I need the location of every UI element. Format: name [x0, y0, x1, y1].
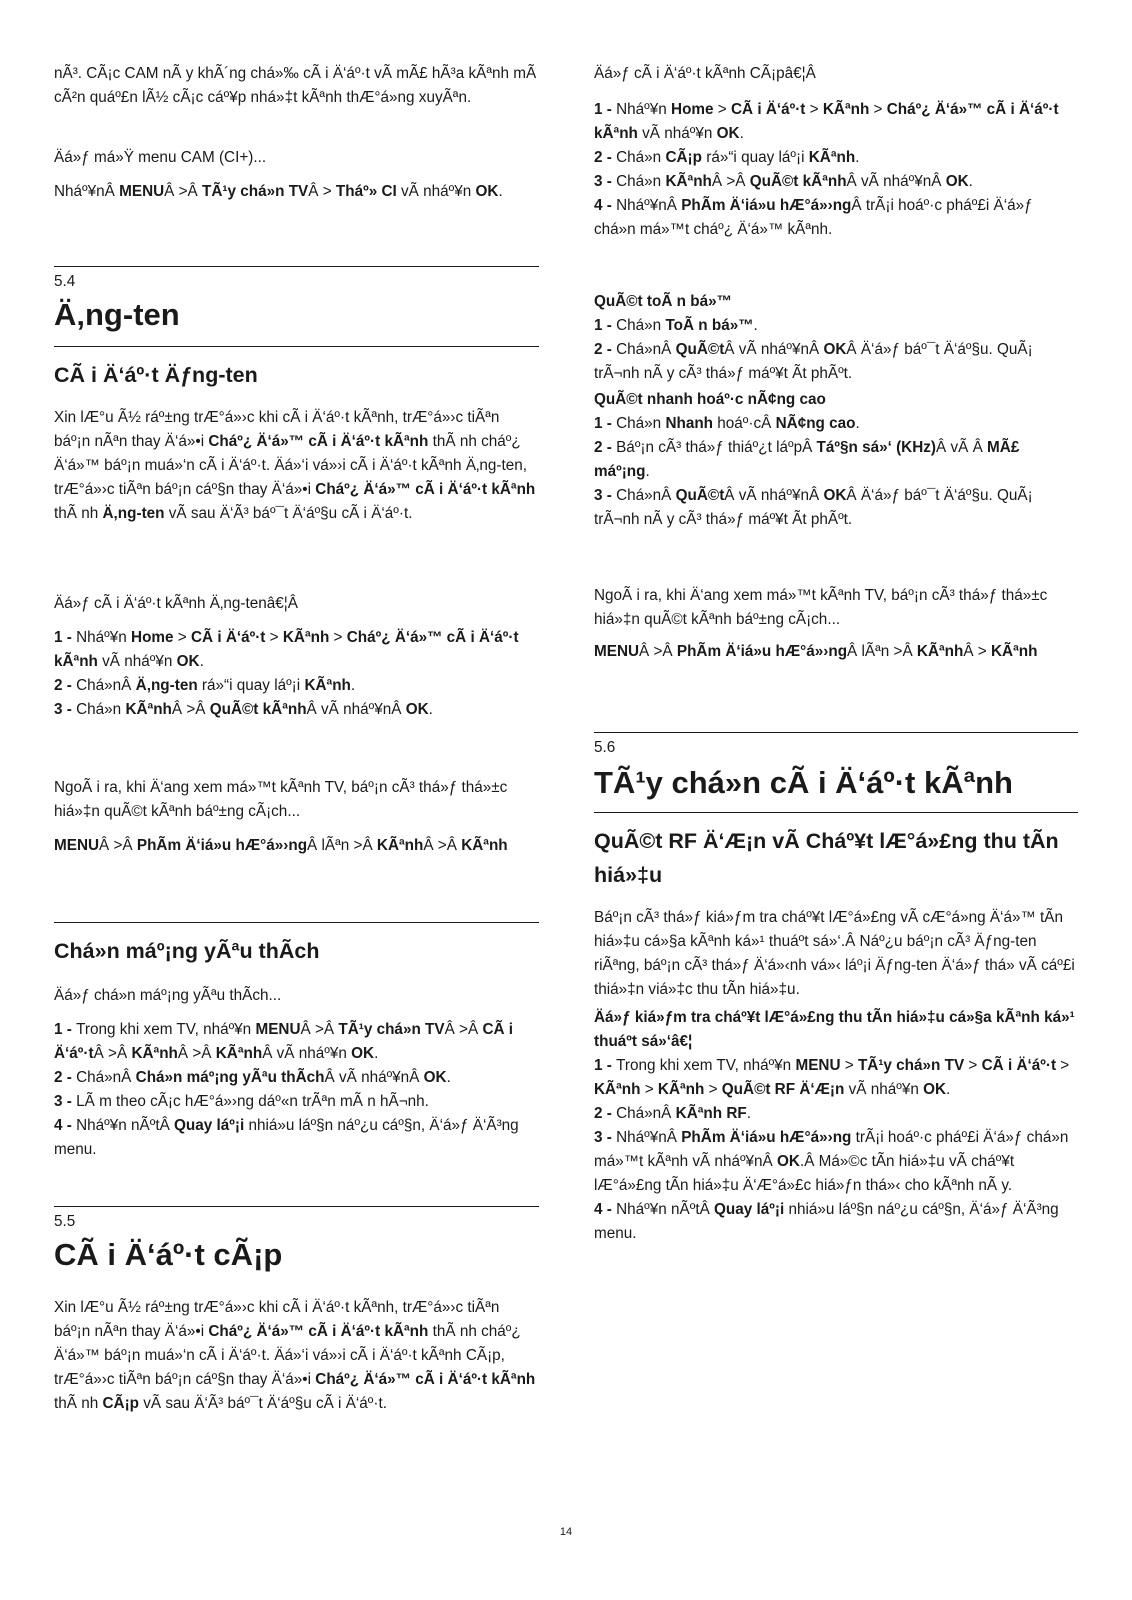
- cam-intro-text: nÃ³. CÃ¡c CAM nÃ y khÃ´ng chá»‰ cÃ i Ä‘áº·t vÃ mÃ£ hÃ³a kÃªnh mÃ cÃ²n quáº£n lÃ½ cÃ¡c cáº¥p nhá»‡t kÃªnh thÆ°á»ng xuyÃªn.: [54, 65, 537, 106]
- cable-steps: [594, 98, 1078, 242]
- list-item: 1 - Nháº¥n Home > CÃ i Ä‘áº·t > KÃªnh > Cháº¿ Ä‘á»™ cÃ i Ä‘áº·t kÃªnh vÃ nháº¥n OK.: [594, 101, 1059, 142]
- section-number: 5.6: [594, 739, 616, 756]
- list-item: 1 - Chá»n Nhanh hoáº·cÂ NÃ¢ng cao.: [594, 415, 860, 432]
- list-item: 3 - Chá»n KÃªnhÂ >Â QuÃ©t kÃªnhÂ vÃ nháº¥nÂ OK.: [54, 701, 433, 718]
- antenna-steps: [54, 626, 539, 722]
- list-item: 2 - Chá»nÂ Ä‚ng-ten rá»“i quay láº¡i KÃªnh.: [54, 677, 356, 694]
- list-item: 3 - Nháº¥nÂ PhÃm Ä‘iá»u hÆ°á»›ng trÃ¡i hoáº·c pháº£i Ä‘á»ƒ chá»n má»™t kÃªnh vÃ nháº¥nÂ OK.Â Má»©c tÃn hiá»‡u vÃ cháº¥t lÆ°á»£ng tÃn hiá»‡u Ä‘Æ°á»£c hiá»ƒn thá»‹ cho kÃªnh nÃ y.: [594, 1129, 1069, 1194]
- quick-scan-block: [594, 388, 1078, 532]
- antenna-note: Xin lÆ°u Ã½ ráº±ng trÆ°á»›c khi cÃ i Ä‘áº·t kÃªnh, trÆ°á»›c tiÃªn báº¡n nÃªn thay Ä‘á»•i Cháº¿ Ä‘á»™ cÃ i Ä‘áº·t kÃªnh thÃ nh cháº¿ Ä‘á»™ báº¡n muá»‘n cÃ i Ä‘áº·t. Äá»‘i vá»›i cÃ i Ä‘áº·t kÃªnh Ä‚ng-ten, trÆ°á»›c tiÃªn báº¡n cáº§n thay Ä‘á»•i Cháº¿ Ä‘á»™ cÃ i Ä‘áº·t kÃªnh thÃ nh Ä‚ng-ten vÃ sau Ä‘Ã³ báº¯t Ä‘áº§u cÃ i Ä‘áº·t.: [54, 409, 536, 522]
- section-title-underline: [54, 346, 539, 347]
- list-item: 3 - Chá»nÂ QuÃ©tÂ vÃ nháº¥nÂ OKÂ Ä‘á»ƒ báº¯t Ä‘áº§u. QuÃ¡ trÃ¬nh nÃ y cÃ³ thá»ƒ máº¥t Ãt phÃºt.: [594, 487, 1033, 528]
- list-item: 4 - Nháº¥n nÃºtÂ Quay láº¡i nhiá»u láº§n náº¿u cáº§n, Ä‘á»ƒ Ä‘Ã³ng menu.: [594, 1201, 1059, 1242]
- full-scan-block: [594, 290, 1078, 386]
- cable-alt-text: NgoÃ i ra, khi Ä‘ang xem má»™t kÃªnh TV, báº¡n cÃ³ thá»ƒ thá»±c hiá»‡n quÃ©t kÃªnh báº±ng cÃ¡ch...: [594, 587, 1048, 628]
- section-title: Ä‚ng-ten: [54, 297, 180, 332]
- antenna-alt-text: NgoÃ i ra, khi Ä‘ang xem má»™t kÃªnh TV, báº¡n cÃ³ thá»ƒ thá»±c hiá»‡n quÃ©t kÃªnh báº±ng cÃ¡ch...: [54, 779, 508, 820]
- section-title: TÃ¹y chá»n cÃ i Ä‘áº·t kÃªnh: [594, 765, 1013, 800]
- rf-scan-lead: Äá»ƒ kiá»ƒm tra cháº¥t lÆ°á»£ng thu tÃn hiá»‡u cá»§a kÃªnh ká»¹ thuáºt sá»‘â€¦: [594, 1009, 1075, 1050]
- list-item: 2 - Chá»nÂ QuÃ©tÂ vÃ nháº¥nÂ OKÂ Ä‘á»ƒ báº¯t Ä‘áº§u. QuÃ¡ trÃ¬nh nÃ y cÃ³ thá»ƒ máº¥t Ãt phÃºt.: [594, 341, 1033, 382]
- subsection-title: Chá»n máº¡ng yÃªu thÃch: [54, 939, 320, 963]
- fav-network-lead: Äá»ƒ chá»n máº¡ng yÃªu thÃch...: [54, 987, 282, 1004]
- list-item: 1 - Trong khi xem TV, nháº¥n MENU > TÃ¹y chá»n TV > CÃ i Ä‘áº·t > KÃªnh > KÃªnh > QuÃ©t RF Ä‘Æ¡n vÃ nháº¥n OK.: [594, 1057, 1070, 1098]
- cable-lead: Äá»ƒ cÃ i Ä‘áº·t kÃªnh CÃ¡pâ€¦Â: [594, 65, 816, 82]
- section-divider: [54, 266, 539, 267]
- section-number: 5.4: [54, 273, 76, 290]
- subsection-title: CÃ i Ä‘áº·t Äƒng-ten: [54, 363, 258, 387]
- rf-scan-steps: [594, 1054, 1078, 1246]
- list-item: 3 - LÃ m theo cÃ¡c hÆ°á»›ng dáº«n trÃªn mÃ n hÃ¬nh.: [54, 1093, 429, 1110]
- section-number: 5.5: [54, 1213, 76, 1230]
- antenna-alt-path: MENUÂ >Â PhÃm Ä‘iá»u hÆ°á»›ngÂ lÃªn >Â KÃªnhÂ >Â KÃªnh: [54, 837, 508, 854]
- section-divider: [54, 922, 539, 923]
- antenna-lead: Äá»ƒ cÃ i Ä‘áº·t kÃªnh Ä‚ng-tenâ€¦Â: [54, 595, 298, 612]
- list-item: 1 - Trong khi xem TV, nháº¥n MENUÂ >Â TÃ¹y chá»n TVÂ >Â CÃ i Ä‘áº·tÂ >Â KÃªnhÂ >Â KÃªnhÂ vÃ nháº¥n OK.: [54, 1021, 514, 1062]
- page-number: 14: [559, 1526, 573, 1538]
- cable-note: Xin lÆ°u Ã½ ráº±ng trÆ°á»›c khi cÃ i Ä‘áº·t kÃªnh, trÆ°á»›c tiÃªn báº¡n nÃªn thay Ä‘á»•i Cháº¿ Ä‘á»™ cÃ i Ä‘áº·t kÃªnh thÃ nh cháº¿ Ä‘á»™ báº¡n muá»‘n cÃ i Ä‘áº·t. Äá»‘i vá»›i cÃ i Ä‘áº·t kÃªnh CÃ¡p, trÆ°á»›c tiÃªn báº¡n cáº§n thay Ä‘á»•i Cháº¿ Ä‘á»™ cÃ i Ä‘áº·t kÃªnh thÃ nh CÃ¡p vÃ sau Ä‘Ã³ báº¯t Ä‘áº§u cÃ i Ä‘áº·t.: [54, 1299, 536, 1412]
- subsection-title: QuÃ©t RF Ä‘Æ¡n vÃ Cháº¥t lÆ°á»£ng thu tÃn hiá»‡u: [594, 829, 1059, 887]
- list-item: 2 - Báº¡n cÃ³ thá»ƒ thiáº¿t láºpÂ Táº§n sá»‘ (KHz)Â vÃ Â MÃ£ máº¡ng.: [594, 439, 1020, 480]
- list-item: 2 - Chá»nÂ Chá»n máº¡ng yÃªu thÃchÂ vÃ nháº¥nÂ OK.: [54, 1069, 451, 1086]
- list-item: 4 - Nháº¥nÂ PhÃm Ä‘iá»u hÆ°á»›ngÂ trÃ¡i hoáº·c pháº£i Ä‘á»ƒ chá»n má»™t cháº¿ Ä‘á»™ kÃªnh.: [594, 197, 1033, 238]
- list-item: 3 - Chá»n KÃªnhÂ >Â QuÃ©t kÃªnhÂ vÃ nháº¥nÂ OK.: [594, 173, 973, 190]
- section-title: CÃ i Ä‘áº·t cÃ¡p: [54, 1237, 283, 1272]
- rf-scan-intro: Báº¡n cÃ³ thá»ƒ kiá»ƒm tra cháº¥t lÆ°á»£ng vÃ cÆ°á»ng Ä‘á»™ tÃn hiá»‡u cá»§a kÃªnh ká»¹ thuáºt sá»‘.Â Náº¿u báº¡n cÃ³ Äƒng-ten riÃªng, báº¡n cÃ³ thá»ƒ Ä‘á»‹nh vá»‹ láº¡i Äƒng-ten Ä‘á»ƒ thá» vÃ cáº£i thiá»‡n viá»‡c thu tÃn hiá»‡u.: [594, 909, 1075, 998]
- cam-menu-lead: Äá»ƒ má»Ÿ menu CAM (CI+)...: [54, 149, 267, 166]
- full-scan-heading: QuÃ©t toÃ n bá»™: [594, 293, 732, 310]
- list-item: 1 - Chá»n ToÃ n bá»™.: [594, 317, 758, 334]
- fav-network-steps: [54, 1018, 539, 1162]
- list-item: 1 - Nháº¥n Home > CÃ i Ä‘áº·t > KÃªnh > Cháº¿ Ä‘á»™ cÃ i Ä‘áº·t kÃªnh vÃ nháº¥n OK.: [54, 629, 519, 670]
- cam-menu-path: Nháº¥nÂ MENUÂ >Â TÃ¹y chá»n TVÂ > Tháº» CI vÃ nháº¥n OK.: [54, 183, 503, 200]
- section-divider: [594, 732, 1078, 733]
- cable-alt-path: MENUÂ >Â PhÃm Ä‘iá»u hÆ°á»›ngÂ lÃªn >Â KÃªnhÂ > KÃªnh: [594, 643, 1038, 660]
- quick-scan-heading: QuÃ©t nhanh hoáº·c nÃ¢ng cao: [594, 391, 826, 408]
- list-item: 2 - Chá»n CÃ¡p rá»“i quay láº¡i KÃªnh.: [594, 149, 860, 166]
- section-title-underline: [594, 812, 1078, 813]
- list-item: 2 - Chá»nÂ KÃªnh RF.: [594, 1105, 751, 1122]
- section-divider: [54, 1206, 539, 1207]
- list-item: 4 - Nháº¥n nÃºtÂ Quay láº¡i nhiá»u láº§n náº¿u cáº§n, Ä‘á»ƒ Ä‘Ã³ng menu.: [54, 1117, 519, 1158]
